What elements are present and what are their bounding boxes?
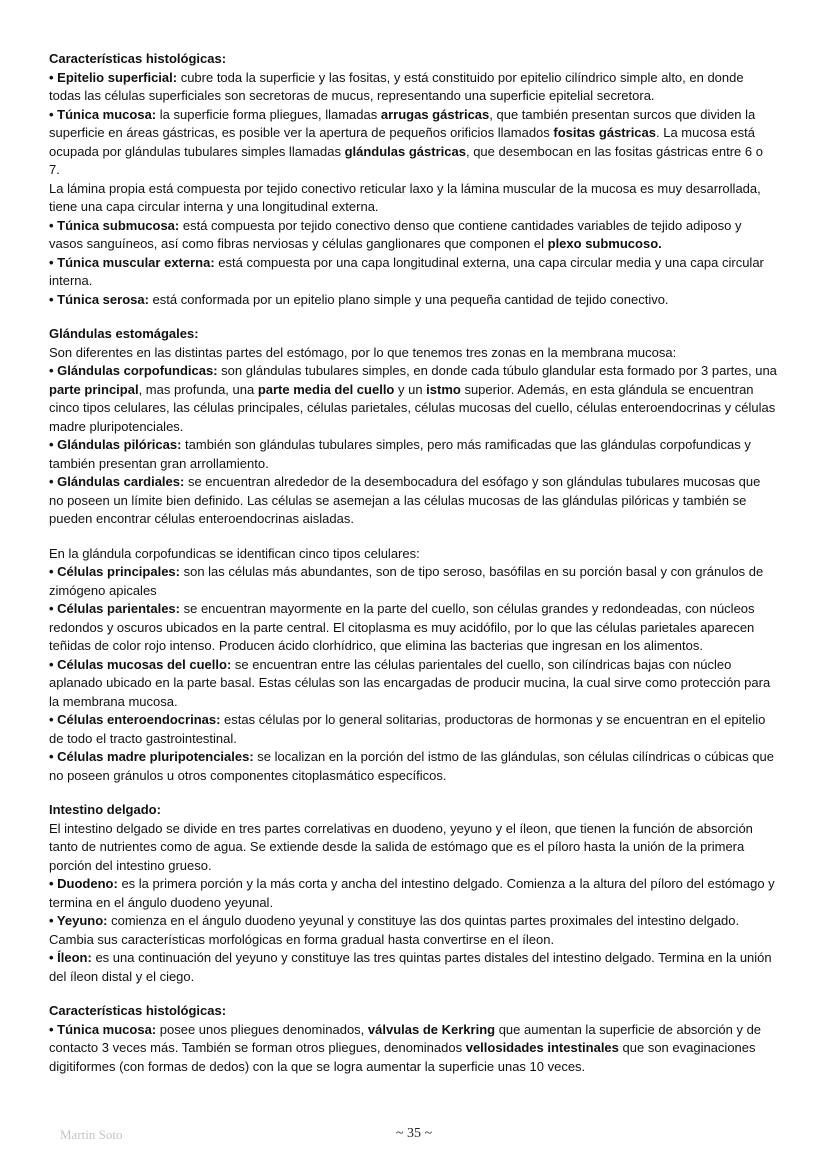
bold-text: • Glándulas corpofundicas:	[49, 363, 218, 378]
paragraph	[49, 949, 777, 986]
bold-text: • Células principales:	[49, 564, 180, 579]
bold-text: • Túnica mucosa:	[49, 106, 157, 122]
text-run: cubre toda la superficie y las fositas, y está constituido por epitelio cilíndrico simple alto, en donde todas las células superficiales son secretoras de mucus, representando una superficie epitelial secretora.	[49, 69, 744, 103]
paragraph	[49, 473, 777, 529]
bold-text: fositas gástricas	[553, 125, 656, 140]
paragraph	[49, 563, 777, 600]
paragraph	[49, 711, 777, 748]
text-run: es una continuación del yeyuno y constituye las tres quintas partes distales del intestino delgado. Termina en la unión del íleon distal y el ciego.	[49, 950, 772, 984]
paragraph	[49, 362, 777, 436]
paragraph	[49, 875, 777, 912]
text-run: se encuentran mayormente en la parte del cuello, son células grandes y redondeadas, con núcleos redondos y oscuros ubicados en la parte central. El citoplasma es muy acidófilo, por lo que las células parietales aparecen teñidas de color rojo intenso. Producen ácido clorhídrico, que elimina las bacterias que ingresan en los alimentos.	[49, 601, 755, 653]
paragraph	[49, 254, 777, 291]
bold-text: parte principal	[49, 381, 139, 397]
bold-text: válvulas de Kerkring	[367, 1021, 496, 1037]
text-run: se encuentran entre las células parientales del cuello, son cilíndricas bajas con núcleo aplanado ubicado en la parte basal. Estas células son las encargadas de producir mucina, la cual sirve como protección para la membrana mucosa.	[49, 656, 771, 709]
section-heading: Características histológicas:	[49, 51, 227, 66]
text-run: . La mucosa está ocupada por glándulas tubulares simples llamadas	[49, 125, 755, 159]
bold-text: • Duodeno:	[49, 876, 118, 891]
text-run: está compuesta por una capa longitudinal externa, una capa circular media y una capa circular interna.	[49, 254, 764, 288]
text-run: La lámina propia está compuesta por tejido conectivo reticular laxo y la lámina muscular de la mucosa es muy desarrollada, tiene una capa circular interna y una longitudinal externa.	[49, 180, 761, 214]
document-body	[49, 50, 777, 1092]
text-run: , que desembocan en las fositas gástricas entre 6 o 7.	[49, 143, 763, 177]
section	[49, 801, 777, 986]
text-run: está compuesta por tejido conectivo denso que contiene cantidades variables de tejido adiposo y vasos sanguíneos, así como fibras nerviosas y células ganglionares que componen el	[49, 217, 742, 251]
bold-text: • Íleon:	[49, 950, 92, 965]
section-heading: Intestino delgado:	[49, 802, 161, 817]
text-run: Son diferentes en las distintas partes del estómago, por lo que tenemos tres zonas en la membrana mucosa:	[49, 344, 677, 360]
bold-text: arrugas gástricas	[380, 106, 490, 122]
paragraph	[49, 600, 777, 656]
bold-text: • Glándulas cardiales:	[49, 474, 185, 489]
text-run: se localizan en la porción del istmo de las glándulas, son células cilíndricas o cúbicas que no poseen gránulos u otros componentes citoplasmático específicos.	[49, 749, 774, 783]
text-run: posee unos pliegues denominados,	[156, 1021, 368, 1037]
paragraph	[49, 545, 777, 564]
text-run: , mas profunda, una	[138, 381, 258, 397]
bold-text: istmo	[426, 381, 461, 397]
text-run: que son evaginaciones digitiformes (con formas de dedos) con la que se logra aumentar la superficie unas 10 veces.	[49, 1040, 756, 1074]
text-run: superior. Además, en esta glándula se encuentran cinco tipos celulares, las células principales, células parietales, células mucosas del cuello, células enteroendocrinas y células madre pluripotenciales.	[49, 381, 776, 434]
text-run: estas células por lo general solitarias, productoras de hormonas y se encuentran en el epitelio de todo el tracto gastrointestinal.	[49, 712, 766, 746]
bold-text: plexo submucoso.	[547, 236, 662, 251]
text-run: En la glándula corpofundicas se identifican cinco tipos celulares:	[49, 545, 420, 561]
paragraph	[49, 106, 777, 180]
text-run: es la primera porción y la más corta y ancha del intestino delgado. Comienza a la altura del píloro del estómago y termina en el ángulo duodeno yeyunal.	[49, 876, 775, 910]
paragraph	[49, 291, 777, 310]
text-run: está conformada por un epitelio plano simple y una pequeña cantidad de tejido conectivo.	[148, 291, 669, 307]
bold-text: • Células parientales:	[49, 601, 180, 616]
paragraph	[49, 656, 777, 712]
bold-text: • Glándulas pilóricas:	[49, 437, 182, 452]
text-run: comienza en el ángulo duodeno yeyunal y constituye las dos quintas partes proximales del intestino delgado. Cambia sus características morfológicas en forma gradual hasta convertirse en el íleon.	[49, 913, 740, 947]
bold-text: parte media del cuello	[257, 381, 395, 397]
text-run: son glándulas tubulares simples, en donde cada túbulo glandular esta formado por 3 partes, una	[217, 363, 777, 378]
bold-text: • Túnica submucosa:	[49, 217, 180, 233]
paragraph	[49, 1021, 777, 1077]
paragraph	[49, 217, 777, 254]
bold-text: • Epitelio superficial:	[49, 69, 178, 85]
text-run: El intestino delgado se divide en tres partes correlativas en duodeno, yeyuno y el íleon, que tienen la función de absorción tanto de nutrientes como de agua. Se extiende desde la salida de estómago que es el píloro hasta la unión de la primera porción del intestino grueso.	[49, 820, 753, 873]
bold-text: • Túnica serosa:	[49, 291, 149, 307]
section	[49, 50, 777, 309]
paragraph	[49, 748, 777, 785]
paragraph	[49, 436, 777, 473]
text-run: que aumentan la superficie de absorción y de contacto 3 veces más. También se forman otros pliegues, denominados	[49, 1021, 762, 1055]
text-run: se encuentran alrededor de la desembocadura del esófago y son glándulas tubulares mucosas que no poseen un límite bien definido. Las células se asemejan a las células mucosas de las glándulas pilóricas y también se pueden encontrar células enteroendocrinas aisladas.	[49, 474, 761, 526]
paragraph	[49, 820, 777, 876]
footer-author: Martin Soto	[60, 1127, 123, 1142]
bold-text: glándulas gástricas	[344, 143, 466, 159]
section-heading: Características histológicas:	[49, 1003, 227, 1018]
section	[49, 545, 777, 786]
paragraph	[49, 344, 777, 363]
bold-text: • Yeyuno:	[49, 913, 108, 928]
section	[49, 1002, 777, 1076]
text-run: y un	[394, 381, 427, 397]
text-run: , que también presentan surcos que dividen la superficie en áreas gástricas, es posible ver la apertura de pequeños orificios llamados	[49, 106, 756, 140]
paragraph	[49, 69, 777, 106]
section	[49, 325, 777, 529]
bold-text: • Células madre pluripotenciales:	[49, 749, 254, 764]
bold-text: • Células enteroendocrinas:	[49, 712, 221, 727]
bold-text: vellosidades intestinales	[465, 1040, 619, 1055]
text-run: la superficie forma pliegues, llamadas	[156, 106, 381, 122]
section-heading: Glándulas estomágales:	[49, 326, 199, 341]
bold-text: • Células mucosas del cuello:	[49, 656, 232, 672]
page-number: ~ 35 ~	[395, 1126, 433, 1141]
bold-text: • Túnica muscular externa:	[49, 254, 215, 270]
bold-text: • Túnica mucosa:	[49, 1021, 157, 1037]
text-run: son las células más abundantes, son de tipo seroso, basófilas en su porción basal y con gránulos de zimógeno apicales	[49, 564, 764, 598]
text-run: también son glándulas tubulares simples, pero más ramificadas que las glándulas corpofundicas y también presentan gran arrollamiento.	[49, 437, 751, 471]
paragraph	[49, 912, 777, 949]
paragraph	[49, 180, 777, 217]
